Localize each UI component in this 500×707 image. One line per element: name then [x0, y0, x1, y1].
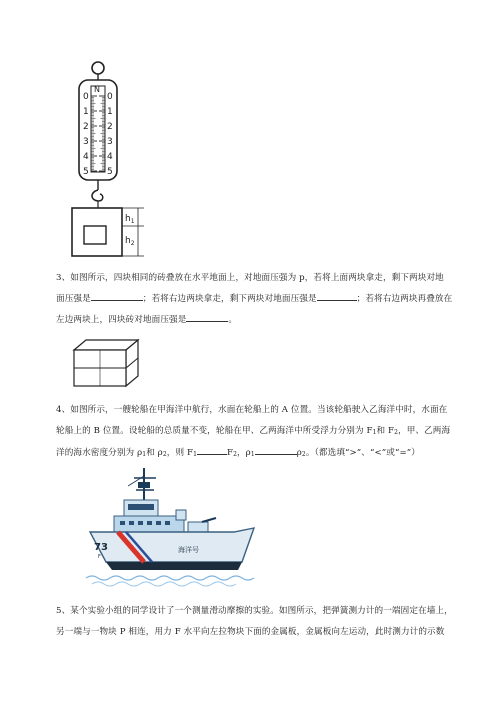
- scale-number: 2: [107, 122, 113, 132]
- q3-answer-blank-2[interactable]: [317, 291, 357, 301]
- block-cavity: [84, 226, 106, 244]
- scale-number: 1: [83, 107, 89, 117]
- question-5: [56, 601, 476, 643]
- q4-answer-blank-1[interactable]: [197, 445, 227, 455]
- spring-scale-figure: [62, 58, 162, 268]
- bricks-figure: [72, 338, 142, 390]
- scale-number: 3: [83, 137, 89, 147]
- scale-number: 4: [83, 152, 89, 162]
- label-h2: $h_2$: [125, 236, 135, 247]
- q5-line-2: 另一端与一物块 P 相连，用力 F 水平向左拉物块下面的金属板，金属板向左运动，此时测力计的示数: [56, 627, 445, 637]
- ship-name-label: 海洋号: [178, 546, 199, 554]
- q3-answer-blank-3[interactable]: [186, 312, 228, 322]
- q3-line-3: 左边两块上，四块砖对地面压强是 。: [56, 310, 476, 331]
- q4-line-1: 4、如图所示，一艘轮船在甲海洋中航行，水面在轮船上的 A 位置。当该轮船驶入乙海洋中时，水面在: [56, 405, 448, 415]
- scale-hook: [92, 190, 103, 201]
- ship-figure: [84, 462, 264, 592]
- scale-number: 5: [107, 167, 113, 177]
- q3-answer-blank-1[interactable]: [91, 291, 143, 301]
- scale-number: 4: [107, 152, 113, 162]
- ship-hull: [90, 528, 254, 562]
- question-4: [56, 400, 476, 465]
- question-3: [56, 268, 476, 331]
- hull-letter: F: [98, 554, 101, 560]
- water-waves: [86, 576, 254, 580]
- scale-number: 5: [83, 167, 89, 177]
- q3-line-2: 面压强是 ；若将右边两块拿走，剩下两块对地面压强是 ；若将右边两块再叠放在: [56, 289, 476, 310]
- q5-line-1: 5、某个实验小组的同学设计了一个测量滑动摩擦的实验。如图所示，把弹簧测力计的一端固定在墙上，: [56, 606, 453, 616]
- scale-top-ring: [92, 62, 104, 74]
- scale-number: 3: [107, 137, 113, 147]
- scale-unit-label: N: [94, 85, 100, 94]
- scale-number: 1: [107, 107, 113, 117]
- q3-line-1: 3、如图所示，四块相同的砖叠放在水平地面上，对地面压强为 p，若将上面两块拿走，剩下两块对地: [56, 273, 444, 283]
- label-h1: $h_1$: [125, 214, 135, 225]
- q4-answer-blank-2[interactable]: [255, 445, 297, 455]
- hull-number: 73: [94, 542, 108, 553]
- scale-number: 0: [83, 92, 89, 102]
- scale-number: 2: [83, 122, 89, 132]
- scale-number: 0: [107, 92, 113, 102]
- q4-line-2: 轮船上的 B 位置。设轮船的总质量不变，轮船在甲、乙两海洋中所受浮力分别为 F1和 F2，甲、乙两海: [56, 426, 451, 436]
- q4-line-3: 洋的海水密度分别为 ρ1和 ρ2，则 F1 F2，ρ1 ρ2。（都选填“>”、“<”或“=”）: [56, 443, 476, 465]
